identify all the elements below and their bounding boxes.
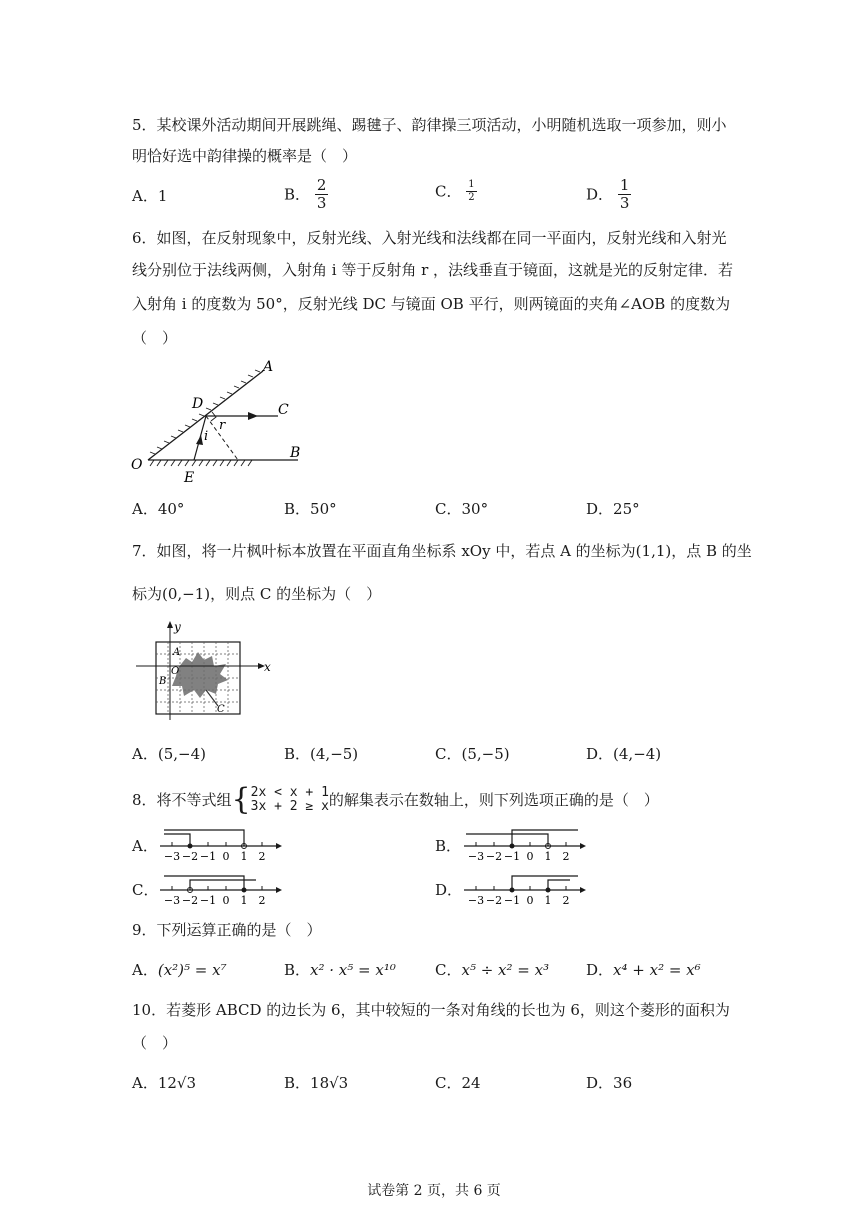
- label-y: y: [174, 620, 181, 634]
- q8-option-a-label: A．: [132, 837, 158, 855]
- svg-text:−2: −2: [485, 850, 503, 863]
- label-r: r: [219, 418, 226, 433]
- svg-text:0: 0: [526, 894, 534, 907]
- q10-option-d: D．36: [586, 1074, 633, 1092]
- q7-maple-leaf-figure: [134, 618, 274, 728]
- svg-text:−1: −1: [503, 850, 521, 863]
- svg-text:0: 0: [222, 850, 230, 863]
- q7-option-c: C．(5,−5): [435, 745, 510, 763]
- q9-option-d: D．x⁴ + x² = x⁶: [586, 961, 701, 979]
- q8-option-c-label: C．: [132, 881, 159, 899]
- q9-option-b: B．x² · x⁵ = x¹⁰: [284, 961, 396, 979]
- q7-option-a: A．(5,−4): [132, 745, 206, 763]
- svg-text:−3: −3: [163, 894, 181, 907]
- svg-text:2: 2: [258, 894, 266, 907]
- q5-option-a: A．1: [132, 187, 168, 205]
- system-brace: {: [231, 782, 251, 817]
- svg-text:−3: −3: [163, 850, 181, 863]
- svg-text:−3: −3: [467, 850, 485, 863]
- svg-text:1: 1: [544, 850, 552, 863]
- svg-text:−2: −2: [485, 894, 503, 907]
- q10-option-b: B．18√3: [284, 1074, 349, 1092]
- q8-suffix: 的解集表示在数轴上，则下列选项正确的是（ ）: [328, 791, 659, 809]
- q8-option-b-numberline: [462, 826, 592, 866]
- svg-text:−1: −1: [199, 850, 217, 863]
- q6-text-line4: （ ）: [132, 329, 178, 347]
- svg-text:1: 1: [544, 894, 552, 907]
- q9-text-line1: 9．下列运算正确的是（ ）: [132, 921, 322, 939]
- q7-text-line2: 标为(0,−1)，则点 C 的坐标为（ ）: [132, 585, 382, 603]
- label-c: C: [278, 402, 289, 418]
- q8-option-c-numberline: [158, 870, 288, 910]
- svg-text:−2: −2: [181, 894, 199, 907]
- svg-text:1: 1: [240, 894, 248, 907]
- q6-option-a: A．40°: [132, 500, 185, 518]
- label-o: O: [131, 457, 143, 473]
- label-c: C: [217, 704, 225, 715]
- q5-option-c: C． $\frac{1}{2}$: [435, 179, 475, 203]
- q8-prefix: 8．将不等式组: [132, 791, 232, 809]
- q10-option-c: C．24: [435, 1074, 481, 1092]
- label-e: E: [184, 470, 195, 486]
- q8-option-d-label: D．: [435, 881, 463, 899]
- q7-option-d: D．(4,−4): [586, 745, 662, 763]
- q5-option-b: B． $\frac{2}{3}$: [284, 176, 327, 212]
- arrow-ed-icon: [196, 435, 203, 445]
- q9-option-a: A．(x²)⁵ = x⁷: [132, 961, 227, 979]
- q8-option-a-numberline: [158, 826, 288, 866]
- q6-text-line2: 线分别位于法线两侧，入射角 i 等于反射角 r ，法线垂直于镜面，这就是光的反射定律．若: [132, 261, 734, 279]
- label-a: A: [173, 647, 181, 658]
- svg-text:−3: −3: [467, 894, 485, 907]
- q6-text-line3: 入射角 i 的度数为 50°，反射光线 DC 与镜面 OB 平行，则两镜面的夹角∠AOB 的度数为: [132, 295, 731, 313]
- svg-text:−1: −1: [199, 894, 217, 907]
- svg-text:2: 2: [562, 850, 570, 863]
- q6-option-c: C．30°: [435, 500, 489, 518]
- label-i: i: [204, 429, 209, 444]
- svg-text:2: 2: [258, 850, 266, 863]
- label-b: B: [290, 445, 301, 461]
- y-axis-arrow-icon: [167, 621, 173, 628]
- q6-option-b: B．50°: [284, 500, 337, 518]
- arrow-dc-icon: [248, 412, 258, 420]
- q10-text-line1: 10．若菱形 ABCD 的边长为 6，其中较短的一条对角线的长也为 6，则这个菱形的面积为: [132, 1001, 730, 1019]
- maple-leaf-icon: [172, 652, 228, 698]
- label-x: x: [264, 660, 271, 674]
- label-a: A: [263, 359, 274, 375]
- mirror-ob-hatching: [150, 460, 252, 466]
- q8-option-b-label: B．: [435, 837, 462, 855]
- q5-option-d: D． $\frac{1}{3}$: [586, 176, 630, 212]
- page-footer: 试卷第 2 页，共 6 页: [367, 1183, 501, 1199]
- inequality-system: 2x < x + 1 3x + 2 ≥ x: [250, 785, 329, 814]
- svg-text:0: 0: [526, 850, 534, 863]
- q9-option-c: C．x⁵ ÷ x² = x³: [435, 961, 550, 979]
- q5-text-line1: 5．某校课外活动期间开展跳绳、踢毽子、韵律操三项活动，小明随机选取一项参加，则小: [132, 116, 727, 134]
- q5-text-line2: 明恰好选中韵律操的概率是（ ）: [132, 147, 358, 165]
- q10-text-line2: （ ）: [132, 1034, 178, 1052]
- label-b: B: [159, 676, 167, 687]
- label-o: O: [171, 666, 180, 677]
- svg-text:−2: −2: [181, 850, 199, 863]
- label-d: D: [192, 396, 204, 412]
- svg-text:−1: −1: [503, 894, 521, 907]
- q7-option-b: B．(4,−5): [284, 745, 359, 763]
- q8-stem: [132, 782, 659, 817]
- q6-reflection-figure: [128, 356, 318, 488]
- svg-text:1: 1: [240, 850, 248, 863]
- q8-option-d-numberline: [462, 870, 592, 910]
- svg-text:0: 0: [222, 894, 230, 907]
- q7-text-line1: 7．如图，将一片枫叶标本放置在平面直角坐标系 xOy 中，若点 A 的坐标为(1,1)，点 B 的坐: [132, 542, 752, 560]
- q6-option-d: D．25°: [586, 500, 640, 518]
- q10-option-a: A．12√3: [132, 1074, 197, 1092]
- svg-text:2: 2: [562, 894, 570, 907]
- q6-text-line1: 6．如图，在反射现象中，反射光线、入射光线和法线都在同一平面内，反射光线和入射光: [132, 229, 727, 247]
